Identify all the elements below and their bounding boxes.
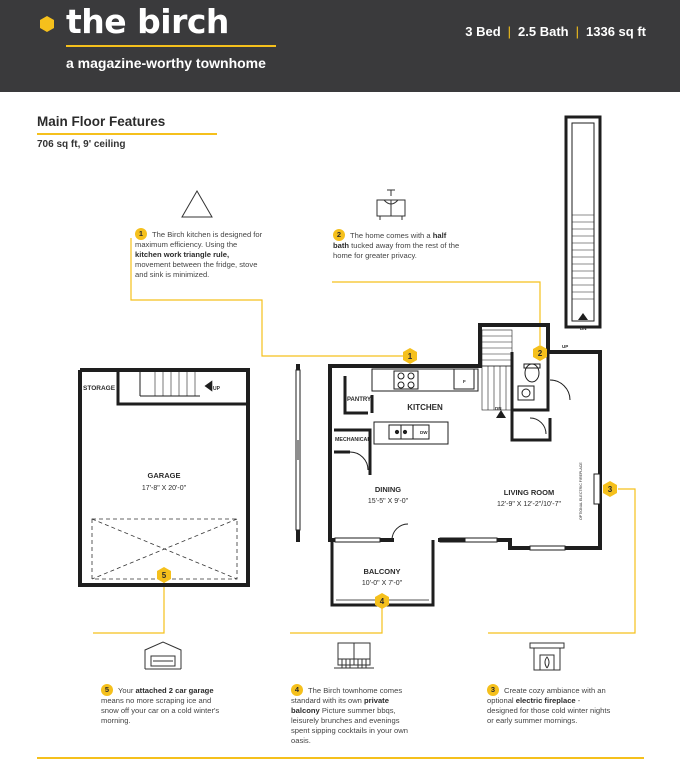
label-fridge: F <box>463 379 466 384</box>
label-dn-upper: DN <box>580 326 587 331</box>
label-kitchen: KITCHEN <box>407 403 443 412</box>
mechanical-door-swing <box>350 452 368 470</box>
feature-1-text: 1 The Birch kitchen is designed for maximum efficiency. Using the kitchen work triangle rule, movement between the fridge, stove and sink is minimized. <box>135 229 263 279</box>
upper-stair <box>566 117 600 327</box>
half-bath <box>518 364 570 434</box>
leader-2 <box>332 282 540 345</box>
label-mechanical: MECHANICAL <box>335 437 371 443</box>
feature-1-badge: 1 <box>135 228 147 240</box>
plan-marker-1 <box>403 348 417 364</box>
svg-text:1: 1 <box>407 352 413 361</box>
label-living-room: LIVING ROOM <box>503 488 555 497</box>
stair-arrow-icon <box>496 410 506 418</box>
svg-text:2: 2 <box>537 349 543 358</box>
feature-5-badge: 5 <box>101 684 113 696</box>
brand-title: the birch <box>66 2 229 41</box>
feature-3-badge: 3 <box>487 684 499 696</box>
feature-4-text: 4 The Birch townhome comes standard with its own private balcony Picture summer bbqs, leisurely brunches and evenings spent sipping cocktails in your own oasis. <box>291 685 408 745</box>
dims-dining: 15'-5" X 9'-0" <box>367 498 409 505</box>
section-title: Main Floor Features <box>37 114 166 129</box>
brand-tagline: a magazine-worthy townhome <box>66 55 266 71</box>
triangle-icon <box>182 191 212 217</box>
fireplace-plan-icon <box>594 474 600 504</box>
label-garage: GARAGE <box>147 471 181 480</box>
plan-marker-3 <box>603 481 617 497</box>
plan-marker-5 <box>157 567 171 583</box>
garage-car-icon <box>145 642 181 669</box>
footer-divider <box>37 757 644 759</box>
plan-marker-2 <box>533 345 547 361</box>
leader-5 <box>93 579 164 633</box>
label-storage: STORAGE <box>83 385 116 392</box>
feature-2-text: 2 The home comes with a half bath tucked away from the rest of the home for greater privacy. <box>333 230 460 260</box>
label-up-garage: UP <box>213 386 220 392</box>
label-fireplace-note: OPTIONAL ELECTRIC FIREPLACE <box>579 462 583 520</box>
main-stair <box>482 330 512 410</box>
feature-2-badge: 2 <box>333 229 345 241</box>
leader-3 <box>488 489 635 633</box>
balcony-icon <box>334 643 374 668</box>
dims-garage: 17'-8" X 20'-0" <box>141 485 187 492</box>
label-balcony: BALCONY <box>363 567 401 576</box>
dims-living-room: 12'-9" X 12'-2"/10'-7" <box>497 501 561 508</box>
garage-stair <box>155 372 212 396</box>
spec-divider: | <box>575 24 580 39</box>
svg-text:3: 3 <box>607 485 613 494</box>
plan-marker-4 <box>375 593 389 609</box>
label-dining: DINING <box>374 485 402 494</box>
spec-baths: 2.5 Bath <box>518 24 569 39</box>
balcony-door-swing <box>392 524 408 540</box>
sink-vanity-icon <box>377 190 405 220</box>
feature-5-text: 5 Your attached 2 car garage means no more scraping ice and snow off your car on a cold winter's morning. <box>101 685 220 725</box>
fireplace-icon <box>530 643 564 670</box>
spec-divider: | <box>507 24 512 39</box>
spec-beds: 3 Bed <box>465 24 501 39</box>
feature-3-text: 3 Create cozy ambiance with an optional electric fireplace - designed for those cold winter nights or early summer mornings. <box>487 685 611 725</box>
label-dn-lower: DN <box>495 406 502 411</box>
svg-text:4: 4 <box>379 597 385 606</box>
label-pantry: PANTRY <box>347 397 371 403</box>
label-dishwasher: DW <box>420 430 428 435</box>
dims-balcony: 10'-0" X 7'-0" <box>361 580 403 587</box>
label-up-main: UP <box>562 344 569 349</box>
spec-area: 1336 sq ft <box>586 24 646 39</box>
interior-walls <box>334 352 550 475</box>
section-subtitle: 706 sq ft, 9' ceiling <box>37 139 126 150</box>
svg-text:5: 5 <box>161 571 167 580</box>
leader-4 <box>290 605 382 633</box>
feature-4-badge: 4 <box>291 684 303 696</box>
